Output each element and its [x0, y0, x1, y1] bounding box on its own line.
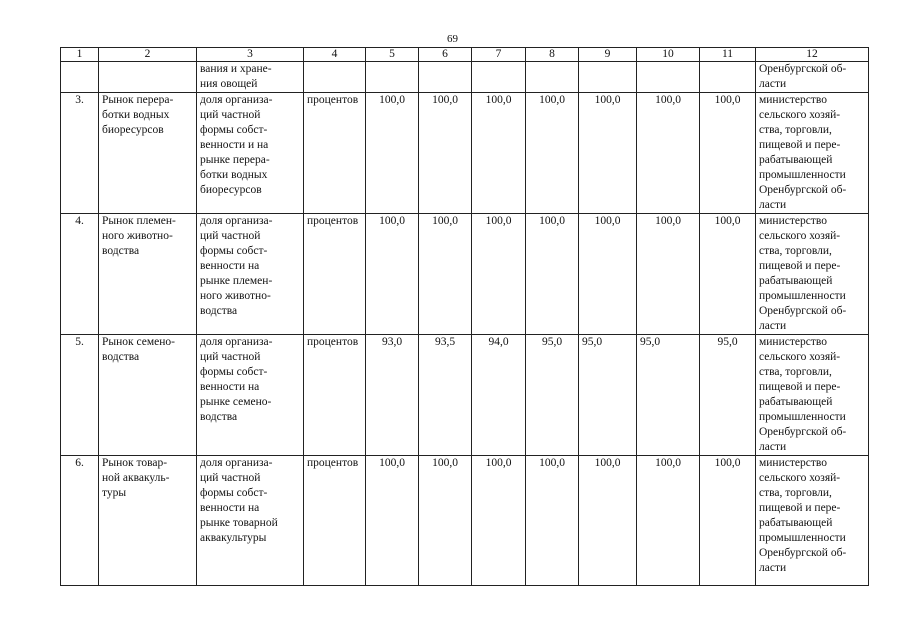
indicator-line: аквакультуры — [200, 532, 267, 544]
executor-line: ласти — [759, 441, 787, 453]
executor-cell — [756, 62, 869, 93]
unit-cell: процентов — [304, 456, 366, 586]
value-cell: 93,0 — [366, 335, 419, 456]
executor-line: рабатывающей — [759, 396, 833, 408]
indicator-cell — [197, 93, 304, 214]
market-cell — [99, 214, 197, 335]
value-cell: 100,0 — [472, 456, 526, 586]
executor-line: министерство — [759, 457, 827, 469]
indicator-line: доля организа- — [200, 457, 273, 469]
value-cell: 95,0 — [579, 335, 637, 456]
executor-cell — [756, 335, 869, 456]
indicator-cell — [197, 214, 304, 335]
indicator-line: венности на — [200, 502, 260, 514]
indicator-line: венности на — [200, 260, 260, 272]
value-cell — [637, 62, 700, 93]
indicator-line: доля организа- — [200, 215, 273, 227]
executor-line: ласти — [759, 562, 787, 574]
row-number-cell: 5. — [61, 335, 99, 456]
executor-line: рабатывающей — [759, 275, 833, 287]
market-cell — [99, 62, 197, 93]
executor-line: сельского хозяй- — [759, 351, 841, 363]
indicator-line: биоресурсов — [200, 184, 262, 196]
executor-line: пищевой и пере- — [759, 260, 841, 272]
market-line: водства — [102, 245, 140, 257]
executor-line: пищевой и пере- — [759, 139, 841, 151]
indicator-cell — [197, 335, 304, 456]
value-cell — [419, 62, 472, 93]
executor-line: ства, торговли, — [759, 245, 832, 257]
header-cell: 8 — [526, 48, 579, 62]
indicator-line: формы собст- — [200, 487, 268, 499]
executor-line: ласти — [759, 78, 787, 90]
value-cell: 95,0 — [700, 335, 756, 456]
indicator-line: рынке товарной — [200, 517, 278, 529]
indicator-line: ного животно- — [200, 290, 271, 302]
indicator-line: водства — [200, 305, 238, 317]
value-cell: 100,0 — [700, 214, 756, 335]
executor-line: министерство — [759, 336, 827, 348]
value-cell: 100,0 — [700, 93, 756, 214]
value-cell — [526, 62, 579, 93]
header-row — [61, 48, 869, 62]
market-line: ного животно- — [102, 230, 173, 242]
market-line: биоресурсов — [102, 124, 164, 136]
market-line: туры — [102, 487, 127, 499]
indicator-line: ботки водных — [200, 169, 268, 181]
value-cell: 100,0 — [419, 93, 472, 214]
table-row — [61, 335, 869, 456]
table-row-continuation — [61, 62, 869, 93]
table-row — [61, 456, 869, 586]
header-cell: 12 — [756, 48, 869, 62]
indicator-line: доля организа- — [200, 336, 273, 348]
row-number-cell: 4. — [61, 214, 99, 335]
header-cell: 10 — [637, 48, 700, 62]
header-cell: 5 — [366, 48, 419, 62]
page-number: 69 — [447, 33, 458, 45]
executor-line: пищевой и пере- — [759, 381, 841, 393]
executor-cell — [756, 456, 869, 586]
unit-cell: процентов — [304, 93, 366, 214]
value-cell: 100,0 — [526, 214, 579, 335]
market-line: ботки водных — [102, 109, 170, 121]
indicator-cell — [197, 456, 304, 586]
value-cell: 93,5 — [419, 335, 472, 456]
executor-line: промышленности — [759, 290, 846, 302]
executor-line: рабатывающей — [759, 154, 833, 166]
value-cell: 100,0 — [526, 93, 579, 214]
table-row — [61, 214, 869, 335]
executor-line: Оренбургской об- — [759, 305, 847, 317]
executor-line: ласти — [759, 199, 787, 211]
indicator-line: вания и хране- — [200, 63, 272, 75]
value-cell: 100,0 — [700, 456, 756, 586]
indicator-line: рынке племен- — [200, 275, 273, 287]
header-cell: 11 — [700, 48, 756, 62]
value-cell: 100,0 — [526, 456, 579, 586]
executor-line: министерство — [759, 215, 827, 227]
executor-cell — [756, 214, 869, 335]
indicator-line: ций частной — [200, 109, 261, 121]
value-cell — [366, 62, 419, 93]
value-cell: 100,0 — [579, 93, 637, 214]
value-cell: 100,0 — [472, 214, 526, 335]
market-cell — [99, 93, 197, 214]
unit-cell — [304, 62, 366, 93]
value-cell: 100,0 — [472, 93, 526, 214]
value-cell: 95,0 — [526, 335, 579, 456]
value-cell — [579, 62, 637, 93]
indicator-line: формы собст- — [200, 124, 268, 136]
row-number-cell — [61, 62, 99, 93]
executor-line: сельского хозяй- — [759, 109, 841, 121]
executor-line: рабатывающей — [759, 517, 833, 529]
value-cell: 100,0 — [419, 456, 472, 586]
market-line: ной аквакуль- — [102, 472, 170, 484]
executor-line: ства, торговли, — [759, 487, 832, 499]
value-cell: 100,0 — [579, 214, 637, 335]
value-cell: 100,0 — [366, 214, 419, 335]
executor-line: промышленности — [759, 411, 846, 423]
executor-line: Оренбургской об- — [759, 63, 847, 75]
executor-line: ласти — [759, 320, 787, 332]
market-line: Рынок товар- — [102, 457, 168, 469]
unit-cell: процентов — [304, 214, 366, 335]
indicator-line: формы собст- — [200, 366, 268, 378]
executor-line: промышленности — [759, 532, 846, 544]
indicator-line: рынке перера- — [200, 154, 270, 166]
row-number-cell: 3. — [61, 93, 99, 214]
market-line: водства — [102, 351, 140, 363]
header-cell: 3 — [197, 48, 304, 62]
indicator-line: формы собст- — [200, 245, 268, 257]
header-cell: 6 — [419, 48, 472, 62]
executor-line: ства, торговли, — [759, 124, 832, 136]
executor-line: сельского хозяй- — [759, 230, 841, 242]
header-cell: 1 — [61, 48, 99, 62]
indicator-line: венности на — [200, 381, 260, 393]
indicator-line: рынке семено- — [200, 396, 272, 408]
executor-line: ства, торговли, — [759, 366, 832, 378]
value-cell: 94,0 — [472, 335, 526, 456]
executor-line: сельского хозяй- — [759, 472, 841, 484]
indicator-line: ций частной — [200, 351, 261, 363]
header-cell: 4 — [304, 48, 366, 62]
market-line: Рынок перера- — [102, 94, 174, 106]
market-cell — [99, 456, 197, 586]
value-cell: 100,0 — [366, 93, 419, 214]
executor-line: Оренбургской об- — [759, 426, 847, 438]
indicators-table — [60, 47, 869, 586]
value-cell: 100,0 — [637, 456, 700, 586]
indicator-line: водства — [200, 411, 238, 423]
header-cell: 2 — [99, 48, 197, 62]
value-cell: 100,0 — [637, 214, 700, 335]
unit-cell: процентов — [304, 335, 366, 456]
indicator-line: доля организа- — [200, 94, 273, 106]
value-cell: 100,0 — [419, 214, 472, 335]
value-cell: 100,0 — [637, 93, 700, 214]
indicator-line: венности и на — [200, 139, 269, 151]
indicator-line: ций частной — [200, 230, 261, 242]
header-cell: 7 — [472, 48, 526, 62]
table-row — [61, 93, 869, 214]
value-cell — [472, 62, 526, 93]
indicator-line: ций частной — [200, 472, 261, 484]
executor-cell — [756, 93, 869, 214]
value-cell: 100,0 — [366, 456, 419, 586]
executor-line: промышленности — [759, 169, 846, 181]
executor-line: пищевой и пере- — [759, 502, 841, 514]
market-line: Рынок семено- — [102, 336, 175, 348]
value-cell — [700, 62, 756, 93]
indicator-line: ния овощей — [200, 78, 258, 90]
header-cell: 9 — [579, 48, 637, 62]
indicator-cell — [197, 62, 304, 93]
executor-line: Оренбургской об- — [759, 547, 847, 559]
value-cell: 95,0 — [637, 335, 700, 456]
market-cell — [99, 335, 197, 456]
value-cell: 100,0 — [579, 456, 637, 586]
executor-line: Оренбургской об- — [759, 184, 847, 196]
row-number-cell: 6. — [61, 456, 99, 586]
executor-line: министерство — [759, 94, 827, 106]
market-line: Рынок племен- — [102, 215, 176, 227]
